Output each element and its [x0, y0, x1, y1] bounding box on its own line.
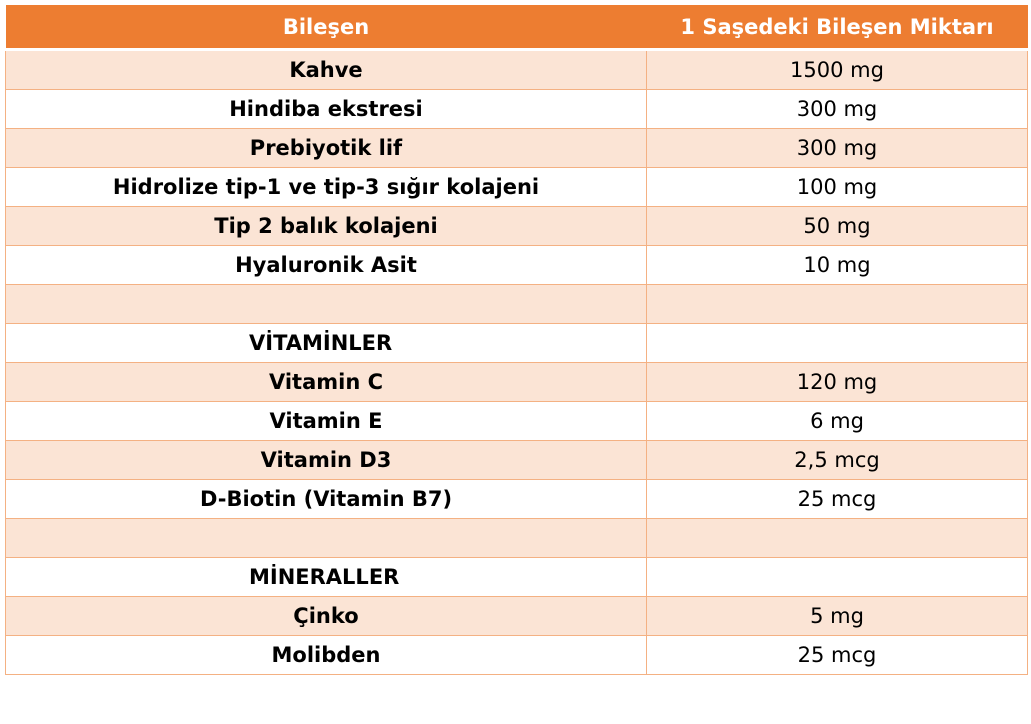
- section-row-minerals: [6, 558, 1028, 597]
- table-row: [6, 597, 1028, 636]
- ingredient-name: D-Biotin (Vitamin B7): [6, 480, 647, 519]
- ingredient-amount: 6 mg: [647, 402, 1028, 441]
- header-row: [6, 5, 1028, 50]
- table-row: [6, 363, 1028, 402]
- ingredient-amount: 5 mg: [647, 597, 1028, 636]
- ingredient-amount: 300 mg: [647, 129, 1028, 168]
- table-row: [6, 246, 1028, 285]
- table-row: [6, 441, 1028, 480]
- ingredient-name: Hidrolize tip-1 ve tip-3 sığır kolajeni: [6, 168, 647, 207]
- ingredient-amount: [647, 285, 1028, 324]
- table-row: [6, 636, 1028, 675]
- ingredient-name: Tip 2 balık kolajeni: [6, 207, 647, 246]
- section-heading: VİTAMİNLER: [6, 324, 647, 363]
- ingredient-name: Vitamin C: [6, 363, 647, 402]
- ingredient-name: Çinko: [6, 597, 647, 636]
- ingredients-table: [5, 5, 1028, 675]
- header-component: Bileşen: [6, 5, 647, 50]
- ingredient-amount: 100 mg: [647, 168, 1028, 207]
- table-row: [6, 480, 1028, 519]
- header-amount: 1 Saşedeki Bileşen Miktarı: [647, 5, 1028, 50]
- ingredient-name: Molibden: [6, 636, 647, 675]
- ingredient-amount: [647, 519, 1028, 558]
- ingredient-amount: 120 mg: [647, 363, 1028, 402]
- table-row: [6, 168, 1028, 207]
- section-heading: MİNERALLER: [6, 558, 647, 597]
- ingredient-amount: 25 mcg: [647, 480, 1028, 519]
- table-row: [6, 207, 1028, 246]
- ingredient-amount: 50 mg: [647, 207, 1028, 246]
- ingredient-name: [6, 285, 647, 324]
- ingredient-amount: 1500 mg: [647, 50, 1028, 90]
- spacer-row: [6, 285, 1028, 324]
- ingredient-amount: 300 mg: [647, 90, 1028, 129]
- ingredient-name: Vitamin E: [6, 402, 647, 441]
- ingredient-name: Kahve: [6, 50, 647, 90]
- ingredient-amount: [647, 558, 1028, 597]
- ingredient-amount: 2,5 mcg: [647, 441, 1028, 480]
- table-row: [6, 50, 1028, 90]
- ingredient-amount: 25 mcg: [647, 636, 1028, 675]
- ingredient-amount: 10 mg: [647, 246, 1028, 285]
- spacer-row: [6, 519, 1028, 558]
- ingredient-name: Vitamin D3: [6, 441, 647, 480]
- ingredient-name: [6, 519, 647, 558]
- ingredient-name: Prebiyotik lif: [6, 129, 647, 168]
- ingredient-amount: [647, 324, 1028, 363]
- section-row-vitamins: [6, 324, 1028, 363]
- table-row: [6, 129, 1028, 168]
- ingredient-name: Hindiba ekstresi: [6, 90, 647, 129]
- table-row: [6, 402, 1028, 441]
- table-row: [6, 90, 1028, 129]
- ingredient-name: Hyaluronik Asit: [6, 246, 647, 285]
